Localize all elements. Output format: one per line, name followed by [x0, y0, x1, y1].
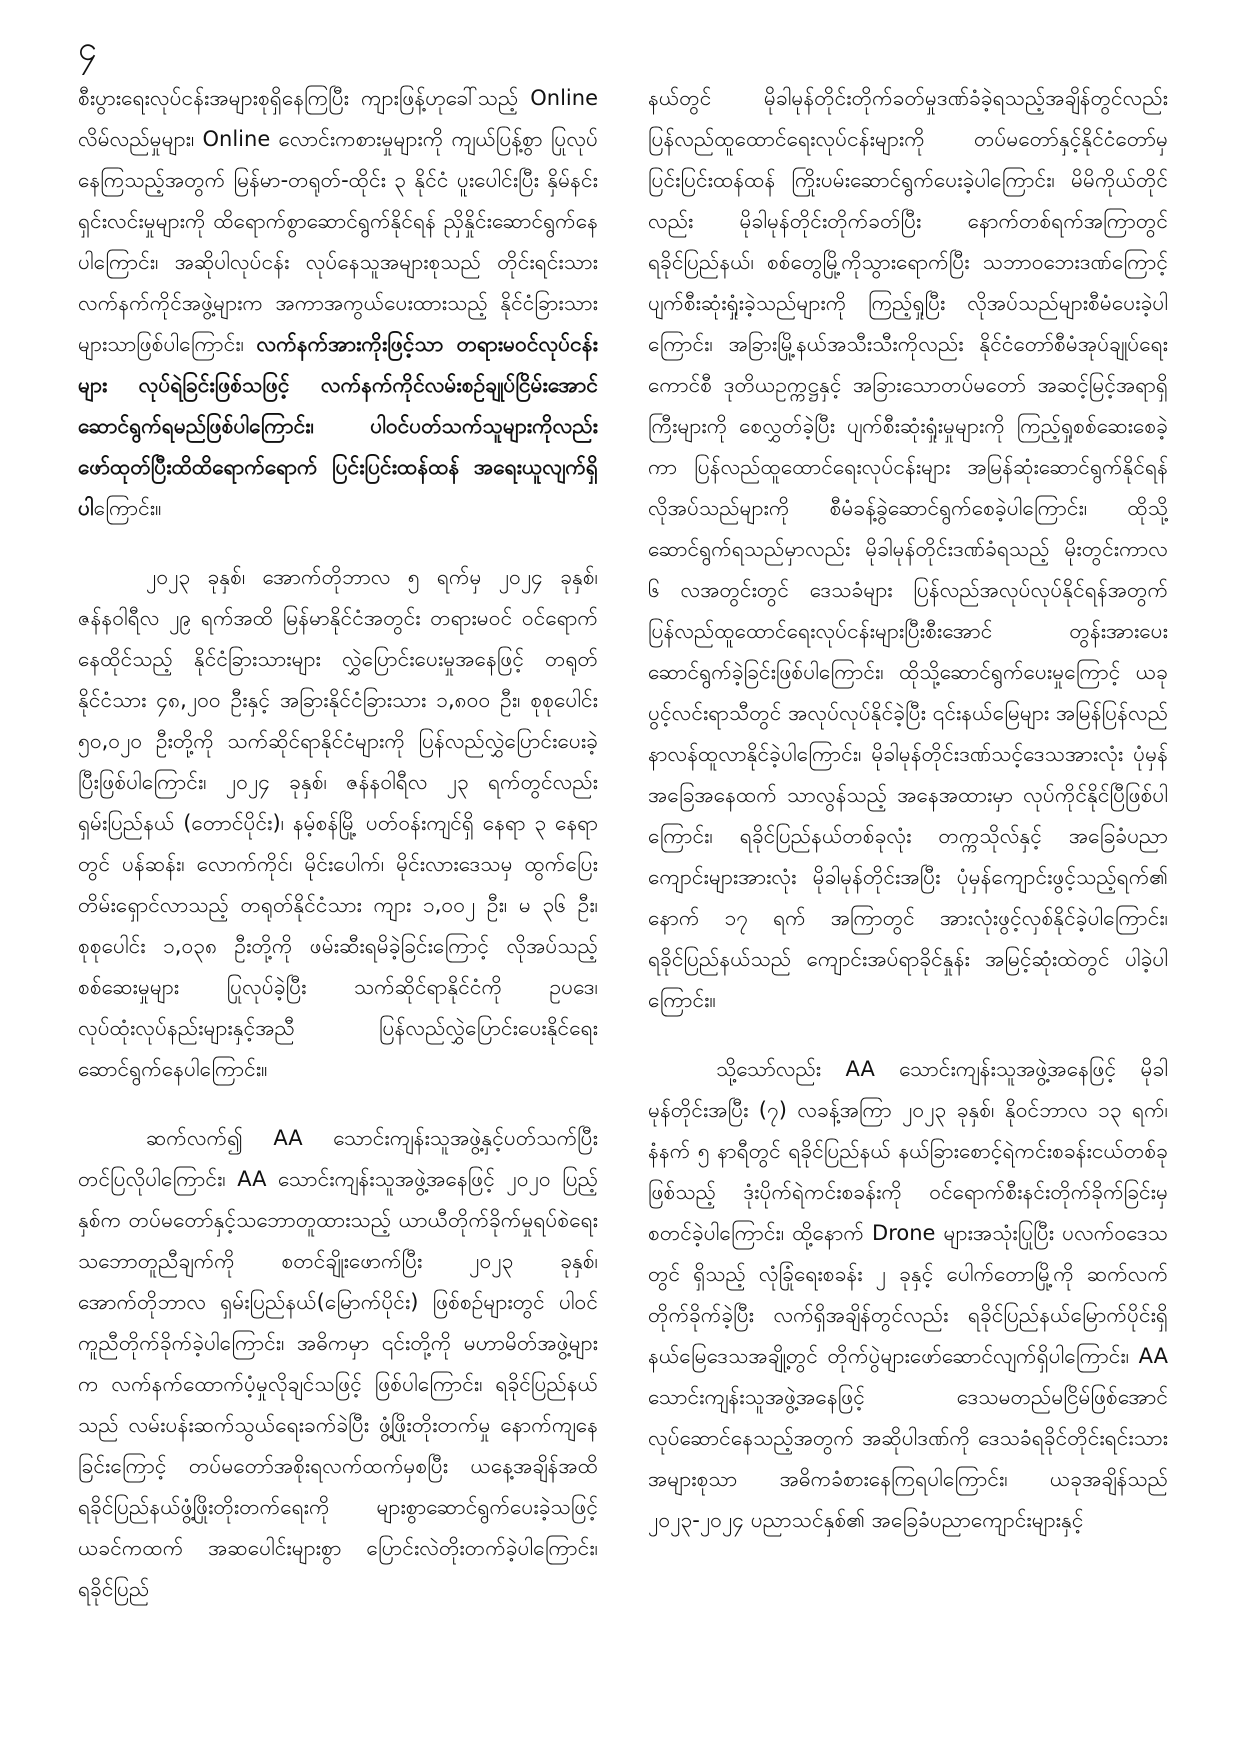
left-paragraph-1-end: ကြောင်း။	[93, 496, 162, 520]
left-paragraph-1-bold-text: လက်နက်အားကိုးဖြင့်သာ တရားမဝင်လုပ်ငန်းများ လုပ်ရဲခြင်းဖြစ်သဖြင့် လက်နက်ကိုင်လမ်းစဉ်ချုပ်ငြိမ်းအောင် ဆောင်ရွက်ရမည်ဖြစ်ပါကြောင်း၊ ပါဝင်ပတ်သက်သူများကိုလည်း ဖော်ထုတ်ပြီးထိထိရောက်ရောက် ပြင်းပြင်းထန်ထန် အရေးယူလျက်ရှိပါ	[78, 332, 598, 520]
left-paragraph-1-text: စီးပွားရေးလုပ်ငန်းအများစုရှိနေကြပြီး ကျားဖြန့်ဟုခေါ်သည့် Online လိမ်လည်မှုများ၊ Online လောင်းကစားမှုများကို ကျယ်ပြန့်စွာ ပြုလုပ်နေကြသည့်အတွက် မြန်မာ-တရုတ်-ထိုင်း ၃ နိုင်ငံ ပူးပေါင်းပြီး နှိမ်နင်းရှင်းလင်းမှုများကို ထိရောက်စွာဆောင်ရွက်နိုင်ရန် ညှိနှိုင်းဆောင်ရွက်နေပါကြောင်း၊ အဆိုပါလုပ်ငန်း လုပ်နေသူအများစုသည် တိုင်းရင်းသားလက်နက်ကိုင်အဖွဲ့များက အကာအကွယ်ပေးထားသည့် နိုင်ငံခြားသားများသာဖြစ်ပါကြောင်း၊	[78, 86, 598, 356]
page-number: ၄	[78, 29, 98, 69]
left-column	[78, 78, 598, 1738]
left-paragraph-3: ဆက်လက်၍ AA သောင်းကျန်းသူအဖွဲ့နှင့်ပတ်သက်ပြီး တင်ပြလိုပါကြောင်း၊ AA သောင်းကျန်းသူအဖွဲ့အနေဖြင့် ၂၀၂၀ ပြည့်နှစ်က တပ်မတော်နှင့်သဘောတူထားသည့် ယာယီတိုက်ခိုက်မှုရပ်စဲရေးသဘောတူညီချက်ကို စတင်ချိုးဖောက်ပြီး ၂၀၂၃ ခုနှစ်၊ အောက်တိုဘာလ ရှမ်းပြည်နယ်(မြောက်ပိုင်း) ဖြစ်စဉ်များတွင် ပါဝင်ကူညီတိုက်ခိုက်ခဲ့ပါကြောင်း၊ အဓိကမှာ ၎င်းတို့ကို မဟာမိတ်အဖွဲ့များက လက်နက်ထောက်ပံ့မှုလိုချင်သဖြင့် ဖြစ်ပါကြောင်း၊ ရခိုင်ပြည်နယ်သည် လမ်းပန်းဆက်သွယ်ရေးခက်ခဲပြီး ဖွံ့ဖြိုးတိုးတက်မှု နောက်ကျနေခြင်းကြောင့် တပ်မတော်အစိုးရလက်ထက်မှစပြီး ယနေ့အချိန်အထိ ရခိုင်ပြည်နယ်ဖွံ့ဖြိုးတိုးတက်ရေးကို များစွာဆောင်ရွက်ပေးခဲ့သဖြင့် ယခင်ကထက် အဆပေါင်းများစွာ ပြောင်းလဲတိုးတက်ခဲ့ပါကြောင်း၊ ရခိုင်ပြည်	[78, 1126, 598, 1601]
left-paragraph-1	[78, 78, 598, 529]
right-paragraph-1: နယ်တွင် မိုခါမုန်တိုင်းတိုက်ခတ်မှုဒဏ်ခံခဲ့ရသည့်အချိန်တွင်လည်း ပြန်လည်ထူထောင်ရေးလုပ်ငန်းများကို တပ်မတော်နှင့်နိုင်ငံတော်မှ ပြင်းပြင်းထန်ထန် ကြိုးပမ်းဆောင်ရွက်ပေးခဲ့ပါကြောင်း၊ မိမိကိုယ်တိုင်လည်း မိုခါမုန်တိုင်းတိုက်ခတ်ပြီး နောက်တစ်ရက်အကြာတွင် ရခိုင်ပြည်နယ်၊ စစ်တွေမြို့ကိုသွားရောက်ပြီး သဘာဝဘေးဒဏ်ကြောင့် ပျက်စီးဆုံးရှုံးခဲ့သည်များကို ကြည့်ရှုပြီး လိုအပ်သည်များစီမံပေးခဲ့ပါကြောင်း၊ အခြားမြို့နယ်အသီးသီးကိုလည်း နိုင်ငံတော်စီမံအုပ်ချုပ်ရေးကောင်စီ ဒုတိယဥက္ကဋ္ဌနှင့် အခြားသောတပ်မတော် အဆင့်မြင့်အရာရှိကြီးများကို စေလွှတ်ခဲ့ပြီး ပျက်စီးဆုံးရှုံးမှုများကို ကြည့်ရှုစစ်ဆေးစေခဲ့ကာ ပြန်လည်ထူထောင်ရေးလုပ်ငန်းများ အမြန်ဆုံးဆောင်ရွက်နိုင်ရန် လိုအပ်သည်များကို စီမံခန့်ခွဲဆောင်ရွက်စေခဲ့ပါကြောင်း၊ ထိုသို့ဆောင်ရွက်ရသည်မှာလည်း မိုခါမုန်တိုင်းဒဏ်ခံရသည့် မိုးတွင်းကာလ ၆ လအတွင်းတွင် ဒေသခံများ ပြန်လည်အလုပ်လုပ်နိုင်ရန်အတွက် ပြန်လည်ထူထောင်ရေးလုပ်ငန်းများပြီးစီးအောင် တွန်းအားပေး ဆောင်ရွက်ခဲ့ခြင်းဖြစ်ပါကြောင်း၊ ထိုသို့ဆောင်ရွက်ပေးမှုကြောင့် ယခုပွင့်လင်းရာသီတွင် အလုပ်လုပ်နိုင်ခဲ့ပြီး ၎င်းနယ်မြေများ အမြန်ပြန်လည်နာလန်ထူလာနိုင်ခဲ့ပါကြောင်း၊ မိုခါမုန်တိုင်းဒဏ်သင့်ဒေသအားလုံး ပုံမှန်အခြေအနေထက် သာလွန်သည့် အနေအထားမှာ လုပ်ကိုင်နိုင်ပြီဖြစ်ပါကြောင်း၊ ရခိုင်ပြည်နယ်တစ်ခုလုံး တက္ကသိုလ်နှင့် အခြေခံပညာကျောင်းများအားလုံး မိုခါမုန်တိုင်းအပြီး ပုံမှန်ကျောင်းဖွင့်သည့်ရက်၏ နောက် ၁၇ ရက် အကြာတွင် အားလုံးဖွင့်လှစ်နိုင်ခဲ့ပါကြောင်း၊ ရခိုင်ပြည်နယ်သည် ကျောင်းအပ်ရာခိုင်နှုန်း အမြင့်ဆုံးထဲတွင် ပါခဲ့ပါကြောင်း။	[648, 86, 1168, 1012]
right-paragraph-2: သို့သော်လည်း AA သောင်းကျန်းသူအဖွဲ့အနေဖြင့် မိုခါမုန်တိုင်းအပြီး (၇) လခန့်အကြာ ၂၀၂၃ ခုနှစ်၊ နိုဝင်ဘာလ ၁၃ ရက်၊ နံနက် ၅ နာရီတွင် ရခိုင်ပြည်နယ် နယ်ခြားစောင့်ရဲကင်းစခန်းငယ်တစ်ခုဖြစ်သည့် ဒုံးပိုက်ရဲကင်းစခန်းကို ဝင်ရောက်စီးနင်းတိုက်ခိုက်ခြင်းမှ စတင်ခဲ့ပါကြောင်း၊ ထို့နောက် Drone များအသုံးပြုပြီး ပလက်ဝဒေသတွင် ရှိသည့် လုံခြုံရေးစခန်း ၂ ခုနှင့် ပေါက်တောမြို့ကို ဆက်လက်တိုက်ခိုက်ခဲ့ပြီး လက်ရှိအချိန်တွင်လည်း ရခိုင်ပြည်နယ်မြောက်ပိုင်းရှိ နယ်မြေဒေသအချို့တွင် တိုက်ပွဲများဖော်ဆောင်လျက်ရှိပါကြောင်း၊ AA သောင်းကျန်းသူအဖွဲ့အနေဖြင့် ဒေသမတည်မငြိမ်ဖြစ်အောင် လုပ်ဆောင်နေသည့်အတွက် အဆိုပါဒဏ်ကို ဒေသခံရခိုင်တိုင်းရင်းသားအများစုသာ အဓိကခံစားနေကြရပါကြောင်း၊ ယခုအချိန်သည် ၂၀၂၃-၂၀၂၄ ပညာသင်နှစ်၏ အခြေခံပညာကျောင်းများနှင့်	[648, 1057, 1168, 1532]
right-column	[648, 78, 1168, 1738]
left-paragraph-2: ၂၀၂၃ ခုနှစ်၊ အောက်တိုဘာလ ၅ ရက်မှ ၂၀၂၄ ခုနှစ်၊ ဇန်နဝါရီလ ၂၉ ရက်အထိ မြန်မာနိုင်ငံအတွင်း တရားမဝင် ဝင်ရောက်နေထိုင်သည့် နိုင်ငံခြားသားများ လွှဲပြောင်းပေးမှုအနေဖြင့် တရုတ်နိုင်ငံသား ၄၈,၂၀၀ ဦးနှင့် အခြားနိုင်ငံခြားသား ၁,၈၀၀ ဦး၊ စုစုပေါင်း ၅၀,၀၂၀ ဦးတို့ကို သက်ဆိုင်ရာနိုင်ငံများကို ပြန်လည်လွှဲပြောင်းပေးခဲ့ပြီးဖြစ်ပါကြောင်း၊ ၂၀၂၄ ခုနှစ်၊ ဇန်နဝါရီလ ၂၃ ရက်တွင်လည်း ရှမ်းပြည်နယ် (တောင်ပိုင်း)၊ နမ့်စန်မြို့ ပတ်ဝန်းကျင်ရှိ နေရာ ၃ နေရာတွင် ပန်ဆန်း၊ လောက်ကိုင်၊ မိုင်းပေါက်၊ မိုင်းလားဒေသမှ ထွက်ပြေးတိမ်းရှောင်လာသည့် တရုတ်နိုင်ငံသား ကျား ၁,၀၀၂ ဦး၊ မ ၃၆ ဦး၊ စုစုပေါင်း ၁,၀၃၈ ဦးတို့ကို ဖမ်းဆီးရမိခဲ့ခြင်းကြောင့် လိုအပ်သည့်စစ်ဆေးမှုများ ပြုလုပ်ခဲ့ပြီး သက်ဆိုင်ရာနိုင်ငံကို ဥပဒေ၊ လုပ်ထုံးလုပ်နည်းများနှင့်အညီ ပြန်လည်လွှဲပြောင်းပေးနိုင်ရေး ဆောင်ရွက်နေပါကြောင်း။	[78, 565, 598, 1081]
